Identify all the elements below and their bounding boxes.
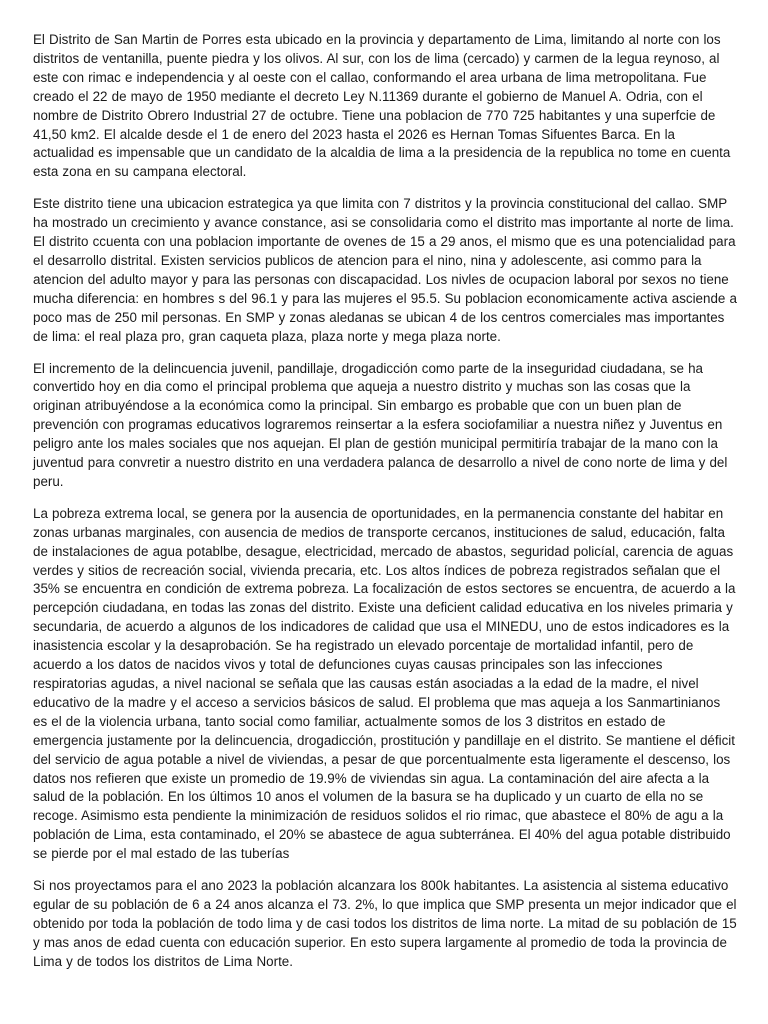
paragraph-strategic-location: Este distrito tiene una ubicacion estrategica ya que limita con 7 distritos y la provincia constitucional del callao. SMP ha mostrado un crecimiento y avance constance, asi se consolidaria como el distrito mas importante al norte de lima. El distrito ccuenta con una poblacion importante de ovenes de 15 a 29 anos, el mismo que es una potencialidad para el desarrollo distrital. Existen servicios publicos de atencion para el nino, nina y adolescente, asi commo para la atencion del adulto mayor y para las personas con discapacidad. Los nivles de ocupacion laboral por sexos no tiene mucha diferencia: en hombres s del 96.1 y para las mujeres el 95.5. Su poblacion economicamente activa asciende a poco mas de 250 mil personas. En SMP y zonas aledanas se ubican 4 de los centros comerciales mas importantes de lima: el real plaza pro, gran caqueta plaza, plaza norte y mega plaza norte. (33, 196, 737, 344)
paragraph-population-projection: Si nos proyectamos para el ano 2023 la población alcanzara los 800k habitantes. La asistencia al sistema educativo egular de su población de 6 a 24 anos alcanza el 73. 2%, lo que implica que SMP presenta un mejor indicador que el obtenido por toda la población de todo lima y de casi todos los distritos de lima norte. La mitad de su población de 15 y mas anos de edad cuenta con educación superior. En esto supera largamente al promedio de toda la provincia de Lima y de todos los distritos de Lima Norte. (33, 878, 737, 969)
paragraph-extreme-poverty: La pobreza extrema local, se genera por la ausencia de oportunidades, en la permanencia constante del habitar en zonas urbanas marginales, con ausencia de medios de transporte cercanos, instituciones de salud, educación, falta de instalaciones de agua potablbe, desague, electricidad, mercado de abastos, seguridad policíal, carencia de aguas verdes y sitios de recreación social, vivienda precaria, etc. Los altos índices de pobreza registrados señalan que el 35% se encuentra en condición de extrema pobreza. La focalización de estos sectores se encuentra, de acuerdo a la percepción ciudadana, en todas las zonas del distrito. Existe una deficient calidad educativa en los niveles primaria y secundaria, de acuerdo a algunos de los indicadores de calidad que usa el MINEDU, uno de estos indicadores es la inasistencia escolar y la desaprobación. Se ha registrado un elevado porcentaje de mortalidad infantil, pero de acuerdo a los datos de nacidos vivos y total de defunciones cuyas causas principales son las infecciones respiratorias agudas, a nivel nacional se señala que las causas están asociadas a la edad de la madre, el nivel educativo de la madre y el acceso a servicios básicos de salud. El problema que mas aqueja a los Sanmartinianos es el de la violencia urbana, tanto social como familiar, actualmente somos de los 3 distritos en estado de emergencia justamente por la delincuencia, drogadicción, prostitución y pandillaje en el distrito. Se mantiene el déficit del servicio de agua potable a nivel de viviendas, a pesar de que porcentualmente esta ligeramente el descenso, los datos nos refieren que existe un promedio de 19.9% de viviendas sin agua. La contaminación del aire afecta a la salud de la población. En los últimos 10 anos el volumen de la basura se ha duplicado y un cuarto de ella no se recoge. Asimismo esta pendiente la minimización de residuos solidos el rio rimac, que abastece el 80% de agu a la población de Lima, esta contaminado, el 20% se abastece de agua subterránea. El 40% del agua potable distribuido se pierde por el mal estado de las tuberías (33, 505, 736, 862)
paragraph-district-overview: El Distrito de San Martin de Porres esta ubicado en la provincia y departamento de Lima, limitando al norte con los distritos de ventanilla, puente piedra y los olivos. Al sur, con los de lima (cercado) y carmen de la legua reynoso, al este con rimac e independencia y al oeste con el callao, conformando el area urbana de lima metropolitana. Fue creado el 22 de mayo de 1950 mediante el decreto Ley N.11369 durante el gobierno de Manuel A. Odria, con el nombre de Distrito Obrero Industrial 27 de octubre. Tiene una poblacion de 770 725 habitantes y una superfcie de 41,50 km2. El alcalde desde el 1 de enero del 2023 hasta el 2026 es Hernan Tomas Sifuentes Barca. En la actualidad es impensable que un candidato de la alcaldia de lima a la presidencia de la republica no tome en cuenta esta zona en su campana electoral. (33, 32, 731, 180)
paragraph-youth-delinquency: El incremento de la delincuencia juvenil, pandillaje, drogadicción como parte de la inseguridad ciudadana, se ha convertido hoy en dia como el principal problema que aqueja a nuestro distrito y muchas son las cosas que la originan atribuyéndose a la económica como la principal. Sin embargo es probable que con un buen plan de prevención con programas educativos lograremos reinsertar a la esfera sociofamiliar a nuestra niñez y Juventus en peligro ante los males sociales que nos aquejan. El plan de gestión municipal permitiría trabajar de la mano con la juventud para convretir a nuestro distrito en una verdadera palanca de desarrollo a nivel de cono norte de lima y del peru. (33, 360, 728, 489)
